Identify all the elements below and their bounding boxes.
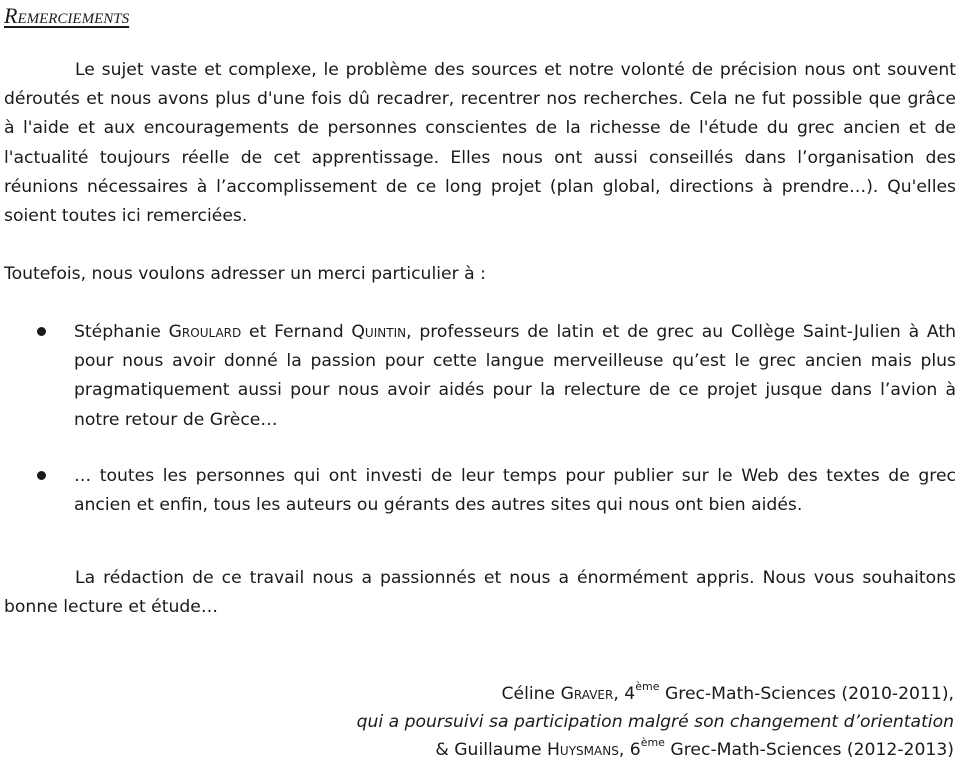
bullet-icon	[37, 471, 46, 480]
bullet-text: … toutes les personnes qui ont investi de leur temps pour publier sur le Web des textes de grec ancien et enfin, tous les auteurs ou gérants des autres sites qui nous ont bien aidés.	[74, 465, 956, 516]
list-item	[0, 318, 956, 435]
signature-sup-2: ème	[640, 736, 665, 749]
bullet-icon	[37, 327, 46, 336]
signature-class-2: Grec-Math-Sciences (2012-2013)	[670, 740, 954, 760]
bullet-lead: Stéphanie	[74, 322, 161, 342]
signature-line-2: qui a poursuivi sa participation malgré son changement d’orientation	[356, 712, 954, 732]
surname-quintin: Quintin	[351, 322, 407, 342]
surname-groulard: Groulard	[168, 322, 242, 342]
page-title: Remerciements	[4, 3, 130, 28]
list-item	[0, 462, 956, 520]
thanks-intro-paragraph: Toutefois, nous voulons adresser un merci particulier à :	[4, 264, 486, 284]
signature-first-name-1: Céline	[501, 684, 556, 704]
bullet-rest: , professeurs de latin et de grec au Collège Saint-Julien à Ath pour nous avoir donné la passion pour cette langue merveilleuse qu’est le grec ancien mais plus pragmatiquement aussi pour nous avoir aidés pour la relecture de ce projet jusque dans l’avion à notre retour de Grèce…	[74, 322, 956, 430]
signature-class-1: Grec-Math-Sciences (2010-2011),	[664, 684, 954, 704]
bullet-conj: et Fernand	[249, 322, 344, 342]
signature-grade-2: , 6	[618, 740, 641, 760]
signature-line-3	[435, 736, 954, 765]
signature-surname-1: Graver	[560, 684, 614, 704]
signature-first-name-2: & Guillaume	[435, 740, 542, 760]
signature-sup-1: ème	[635, 680, 660, 693]
thanks-list	[0, 318, 960, 520]
signature-grade-1: , 4	[613, 684, 636, 704]
closing-paragraph: La rédaction de ce travail nous a passionnés et nous a énormément appris. Nous vous souhaitons bonne lecture et étude…	[4, 568, 956, 618]
signature-surname-2: Huysmans	[547, 740, 619, 760]
intro-paragraph: Le sujet vaste et complexe, le problème des sources et notre volonté de précision nous ont souvent déroutés et nous avons plus d'une fois dû recadrer, recentrer nos recherches. Cela ne fut possible que grâce à l'aide et aux encouragements de personnes conscientes de la richesse de l'étude du grec ancien et de l'actualité toujours réelle de cet apprentissage. Elles nous ont aussi conseillés dans l’organisation des réunions nécessaires à l’accomplissement de ce long projet (plan global, directions à prendre…). Qu'elles soient toutes ici remerciées.	[4, 60, 956, 227]
signature-line-1	[502, 680, 954, 709]
